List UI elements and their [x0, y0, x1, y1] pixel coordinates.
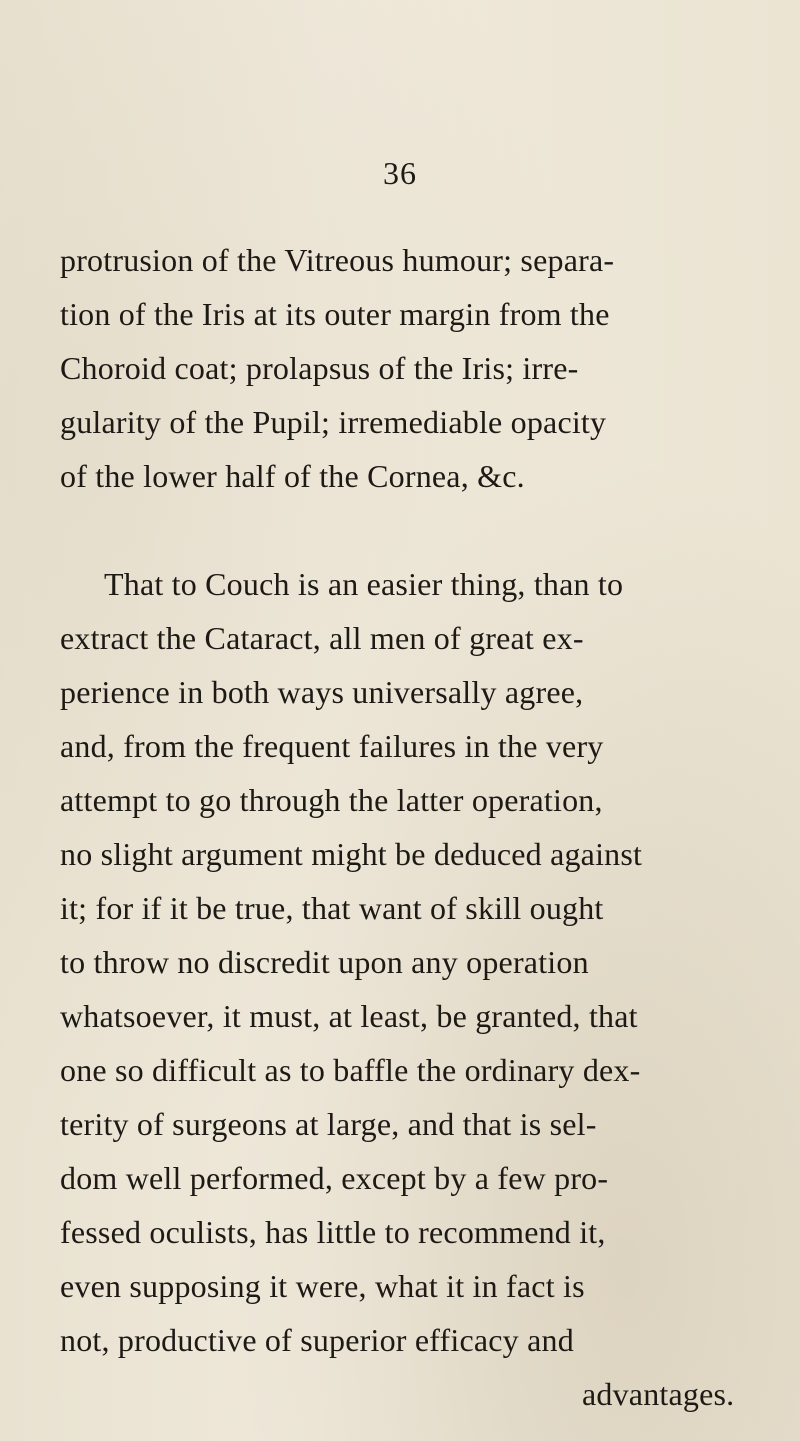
page-number: 36: [383, 155, 417, 191]
text-line: no slight argument might be deduced against: [60, 836, 643, 872]
text-line: protrusion of the Vitreous humour; separa-: [60, 242, 615, 278]
text-line: to throw no discredit upon any operation: [60, 944, 589, 980]
text-line: fessed oculists, has little to recommend it,: [60, 1214, 606, 1250]
text-line: of the lower half of the Cornea, &c.: [60, 458, 525, 494]
text-line: attempt to go through the latter operation,: [60, 782, 603, 818]
text-line: not, productive of superior efficacy and: [60, 1322, 574, 1358]
text-line: terity of surgeons at large, and that is sel-: [60, 1106, 597, 1142]
text-line: dom well performed, except by a few pro-: [60, 1160, 609, 1196]
text-line: it; for if it be true, that want of skill ought: [60, 890, 604, 926]
text-line: advantages.: [582, 1376, 735, 1412]
text-line: tion of the Iris at its outer margin from the: [60, 296, 610, 332]
text-line: even supposing it were, what it in fact is: [60, 1268, 585, 1304]
text-line: Choroid coat; prolapsus of the Iris; irre-: [60, 350, 579, 386]
text-line: one so difficult as to baffle the ordinary dex-: [60, 1052, 641, 1088]
text-line: extract the Cataract, all men of great ex-: [60, 620, 584, 656]
text-line: whatsoever, it must, at least, be granted, that: [60, 998, 638, 1034]
text-line: and, from the frequent failures in the very: [60, 728, 604, 764]
text-line: That to Couch is an easier thing, than to: [104, 566, 624, 602]
text-line: gularity of the Pupil; irremediable opacity: [60, 404, 607, 440]
text-line: perience in both ways universally agree,: [60, 674, 584, 710]
